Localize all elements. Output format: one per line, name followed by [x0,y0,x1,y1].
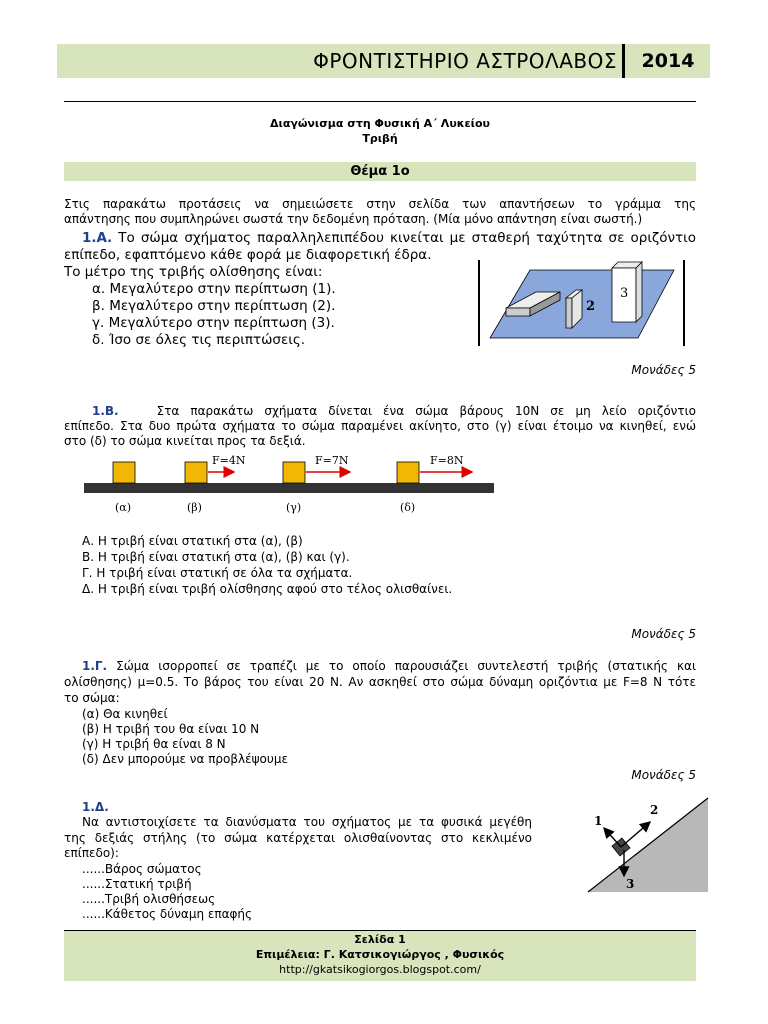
q1a-option-d: δ. Ίσο σε όλες τις περιπτώσεις. [92,332,306,348]
force-label-c: F=7N [315,454,349,467]
q1d-option-3: ......Τριβή ολισθήσεως [82,892,216,906]
q1b-line-3: στο (δ) το σώμα κινείται προς τα δεξιά. [64,434,306,448]
block-3-side [636,262,642,322]
case-label-a: (α) [115,501,132,514]
top-divider [64,101,696,102]
q1b-text1: Στα παρακάτω σχήματα δίνεται ένα σώμα βάρους 10Ν σε μη λείο οριζόντιο [156,404,696,418]
header-year: 2014 [641,50,695,72]
q1c-points: Μονάδες 5 [631,768,696,782]
exam-title: Διαγώνισμα στη Φυσική Α΄ Λυκείου [270,117,490,130]
theme-title: Θέμα 1ο [350,164,410,179]
q1b-option-c: Γ. Η τριβή είναι στατική σε όλα τα σχήματα. [82,566,353,580]
q1c-text1: Σώμα ισορροπεί σε τραπέζι με το οποίο παρουσιάζει συντελεστή τριβής (στατικής και [116,659,696,673]
block-case-b [185,462,207,483]
q1d-line-2: της δεξιάς στήλης (το σώμα κατέρχεται ολισθαίνοντας στο κεκλιμένο [64,831,532,845]
q1c-option-c: (γ) Η τριβή θα είναι 8 Ν [82,737,226,751]
q1c-option-a: (α) Θα κινηθεί [82,707,168,721]
case-label-d: (δ) [400,501,416,514]
exam-subtitle: Τριβή [362,132,398,145]
q1c-line-1 [64,659,696,674]
q1b-points: Μονάδες 5 [631,627,696,641]
block-case-a [113,462,135,483]
q1b-figure [84,450,504,522]
force-label-b: F=4N [212,454,246,467]
block-1-front [506,308,530,316]
block-3-label: 3 [620,286,629,301]
q1a-line-2: επίπεδο, εφαπτόμενο κάθε φορά με διαφορετική έδρα. [64,247,432,263]
rough-surface [84,483,494,493]
q1c-line-2: ολίσθησης) μ=0.5. Το βάρος του είναι 20 Ν. Αν ασκηθεί στο σώμα δύναμη οριζόντια με F=8 Ν τότε [64,675,696,689]
q1d-figure [578,792,712,898]
q1a-line-3: Το μέτρο της τριβής ολίσθησης είναι: [64,264,323,280]
q1a-figure [476,258,688,350]
q1b-option-a: Α. Η τριβή είναι στατική στα (α), (β) [82,534,303,548]
q1d-option-4: ......Κάθετος δύναμη επαφής [82,907,253,921]
q1a-text1: Το σώμα σχήματος παραλληλεπιπέδου κινείται με σταθερή ταχύτητα σε οριζόντιο [118,230,696,246]
q1a-option-c: γ. Μεγαλύτερο στην περίπτωση (3). [92,315,335,331]
q1b-option-d: Δ. Η τριβή είναι τριβή ολίσθησης αφού στο τέλος ολισθαίνει. [82,582,453,596]
vector-label-1: 1 [594,814,603,828]
vector-label-2: 2 [650,803,659,817]
q1b-line-1 [64,404,696,419]
q1a-number: 1.Α. [82,230,113,246]
intro-line-1: Στις παρακάτω προτάσεις να σημειώσετε στην σελίδα των απαντήσεων το γράμμα της [64,197,696,211]
q1c-option-d: (δ) Δεν μπορούμε να προβλέψουμε [82,752,288,766]
q1a-line-1 [64,230,696,247]
q1b-option-b: Β. Η τριβή είναι στατική στα (α), (β) και (γ). [82,550,350,564]
q1c-number: 1.Γ. [82,659,108,673]
q1a-option-a: α. Μεγαλύτερο στην περίπτωση (1). [92,281,336,297]
footer-url[interactable]: http://gkatsikogiorgos.blogspot.com/ [279,963,481,976]
force-label-d: F=8N [430,454,464,467]
block-2-label: 2 [586,299,596,314]
q1b-number: 1.Β. [92,404,119,418]
footer-page: Σελίδα 1 [354,933,406,946]
q1c-option-b: (β) Η τριβή του θα είναι 10 Ν [82,722,260,736]
q1d-line-3: επίπεδο): [64,846,119,860]
vector-1 [604,828,621,847]
q1c-line-3: το σώμα: [64,691,120,705]
q1d-number-label: 1.Δ. [82,800,109,814]
case-label-b: (β) [187,501,202,514]
q1a-option-b: β. Μεγαλύτερο στην περίπτωση (2). [92,298,336,314]
q1b-line-2: επίπεδο. Στα δυο πρώτα σχήματα το σώμα παραμένει ακίνητο, στο (γ) είναι έτοιμο να κινηθεί, ενώ [64,419,696,433]
footer-editor: Επιμέλεια: Γ. Κατσικογιώργος , Φυσικός [255,948,505,961]
block-2-front [566,298,572,328]
q1d-option-1: ......Βάρος σώματος [82,862,202,876]
q1d-number [82,800,109,815]
block-case-d [397,462,419,483]
header-title: ΦΡΟΝΤΙΣΤΗΡΙΟ ΑΣΤΡΟΛΑΒΟΣ [313,49,617,73]
vector-2 [621,822,650,847]
vector-label-3: 3 [626,877,635,891]
q1a-points: Μονάδες 5 [631,363,696,377]
header-separator [622,44,625,78]
q1d-line-1: Να αντιστοιχίσετε τα διανύσματα του σχήματος με τα φυσικά μεγέθη [82,815,532,829]
intro-line-2: απάντησης που συμπληρώνει σωστά την δεδομένη πρόταση. (Μία μόνο απάντηση είναι σωστή.) [64,212,643,226]
block-case-c [283,462,305,483]
case-label-c: (γ) [286,501,302,514]
q1d-option-2: ......Στατική τριβή [82,877,192,891]
